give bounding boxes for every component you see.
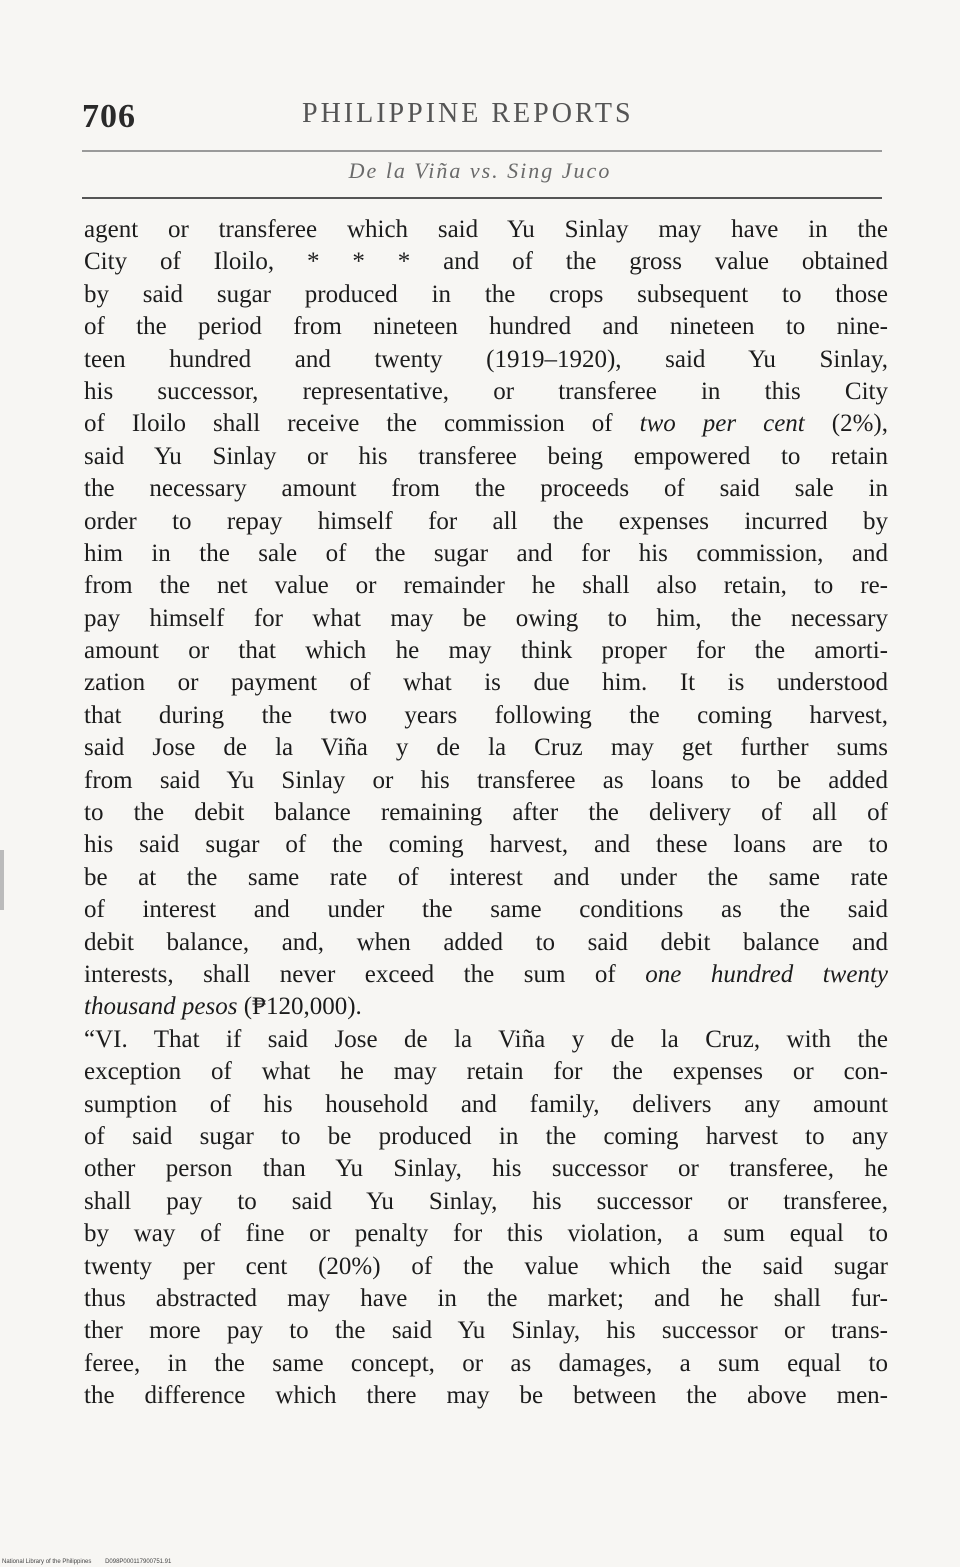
text-line: “VI. That if said Jose de la Viña y de la Cruz, with the	[84, 1025, 888, 1053]
text-line: said Yu Sinlay or his transferee being empowered to retain	[84, 442, 888, 470]
text-line: feree, in the same concept, or as damages, a sum equal to	[84, 1349, 888, 1377]
text-line: agent or transferee which said Yu Sinlay may have in the	[84, 216, 888, 243]
text-line: his successor, representative, or transferee in this City	[84, 377, 888, 405]
text-run: interests, shall never exceed the sum of	[84, 960, 646, 988]
text-line: ther more pay to the said Yu Sinlay, his successor or trans-	[84, 1317, 888, 1345]
text-line: by said sugar produced in the crops subsequent to those	[84, 280, 888, 308]
body-text	[84, 214, 888, 1412]
text-line: thus abstracted may have in the market; and he shall fur-	[84, 1284, 888, 1312]
text-line: pay himself for what may be owing to him, the necessary	[84, 604, 888, 632]
scan-footer	[2, 1559, 171, 1565]
text-line: by way of fine or penalty for this violation, a sum equal to	[84, 1220, 888, 1248]
text-line: debit balance, and, when added to said debit balance and	[84, 928, 888, 956]
scan-edge-mark	[0, 850, 4, 910]
text-line: to the debit balance remaining after the delivery of all of	[84, 799, 888, 827]
text-line: exception of what he may retain for the expenses or con-	[84, 1058, 888, 1086]
text-line: him in the sale of the sugar and for his commission, and	[84, 539, 888, 567]
text-line: shall pay to said Yu Sinlay, his successor or transferee,	[84, 1187, 888, 1215]
italic-run: one hundred twenty	[645, 960, 888, 988]
text-line: of the period from nineteen hundred and nineteen to nine-	[84, 313, 888, 341]
italic-run: thousand pesos	[84, 993, 238, 1021]
text-line: of said sugar to be produced in the coming harvest to any	[84, 1122, 888, 1150]
text-line: from the net value or remainder he shall also retain, to re-	[84, 572, 888, 600]
text-line: amount or that which he may think proper for the amorti-	[84, 637, 888, 665]
text-line: twenty per cent (20%) of the value which the said sugar	[84, 1252, 888, 1280]
page-header	[82, 92, 882, 142]
text-line: City of Iloilo, * * * and of the gross value obtained	[84, 248, 888, 276]
page-number: 706	[82, 98, 136, 135]
text-line: other person than Yu Sinlay, his successor or transferee, he	[84, 1155, 888, 1183]
text-line: that during the two years following the coming harvest,	[84, 701, 888, 729]
text-line: the necessary amount from the proceeds of said sale in	[84, 475, 888, 503]
header-rule	[82, 150, 882, 152]
text-line: from said Yu Sinlay or his transferee as loans to be added	[84, 766, 888, 794]
text-line: sumption of his household and family, delivers any amount	[84, 1090, 888, 1118]
italic-run: two per cent	[639, 410, 805, 438]
text-line: of interest and under the same conditions as the said	[84, 896, 888, 924]
running-title: PHILIPPINE REPORTS	[302, 98, 634, 129]
document-id: D098P000117900751.91	[105, 1559, 172, 1565]
text-run: (2%),	[804, 410, 888, 438]
text-line: said Jose de la Viña y de la Cruz may get further sums	[84, 734, 888, 762]
text-line: zation or payment of what is due him. It is understood	[84, 669, 888, 697]
text-line: the difference which there may be between the above men-	[84, 1382, 888, 1410]
text-run: of Iloilo shall receive the commission of	[84, 410, 640, 438]
text-line: be at the same rate of interest and under the same rate	[84, 863, 888, 891]
case-title: De la Viña vs. Sing Juco	[348, 158, 612, 183]
text-line	[84, 408, 888, 440]
text-line: teen hundred and twenty (1919–1920), said Yu Sinlay,	[84, 345, 888, 373]
case-title-rule	[82, 197, 882, 199]
library-credit: National Library of the Philippines	[2, 1559, 92, 1565]
text-line	[84, 959, 888, 991]
text-run: (₱120,000).	[237, 993, 362, 1021]
text-line: order to repay himself for all the expenses incurred by	[84, 507, 888, 535]
text-line: his said sugar of the coming harvest, and these loans are to	[84, 831, 888, 859]
text-line	[84, 991, 888, 1023]
